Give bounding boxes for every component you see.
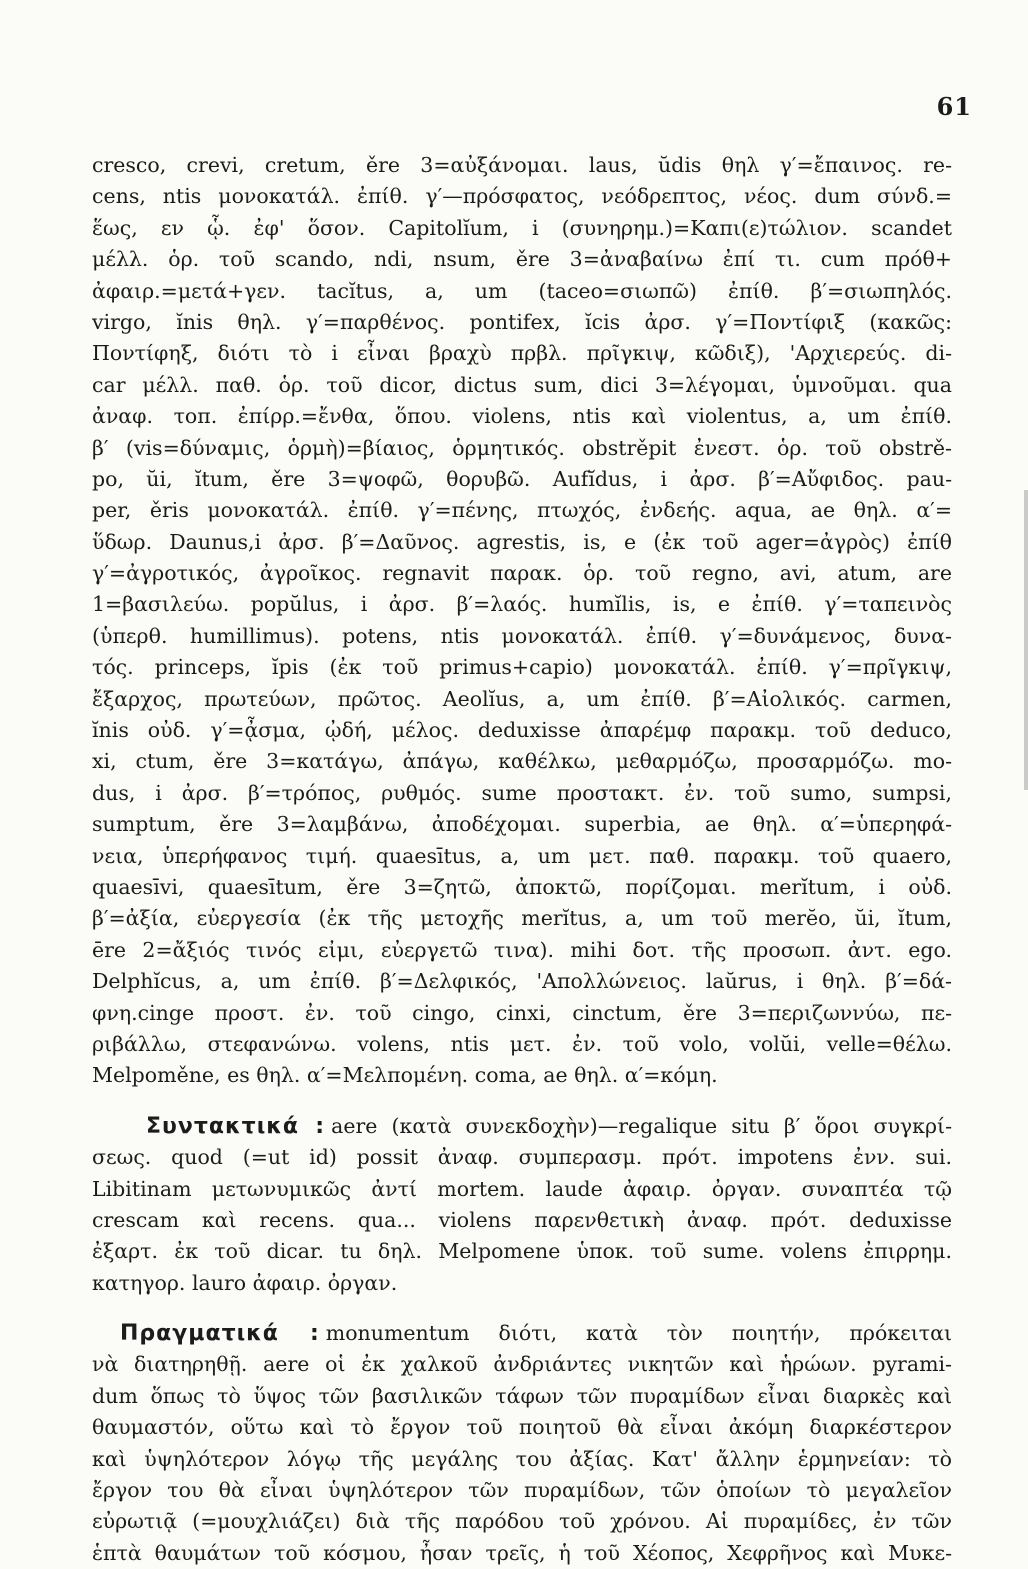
text-line: Libitinam μετωνυμικῶς ἀντί mortem. laude ἀφαιρ. ὀργαν. συναπτέα τῷ [92,1176,952,1201]
text-line: β′=ἀξία, εὐεργεσία (ἐκ τῆς μετοχῆς merĭtus, a, um τοῦ merĕo, ŭi, ĭtum, [92,906,952,931]
text-line: Melpoměne, es θηλ. α′=Μελπομένη. coma, ae θηλ. α′=κόμη. [92,1063,718,1088]
text-line: xi, ctum, ěre 3=κατάγω, ἀπάγω, καθέλκω, μεθαρμόζω, προσαρμόζω. mo- [92,749,952,774]
text-line: po, ŭi, ĭtum, ěre 3=ψοφῶ, θορυβῶ. Aufĭdus, i ἀρσ. β′=Αὔφιδος. pau- [92,466,952,491]
syntax-line-text: aere (κατὰ συνεκδοχὴν)—regalique situ β′ ὅροι συγκρί- [331,1113,952,1138]
page-body [92,150,952,1569]
text-line: (ὑπερθ. humillimus). potens, ntis μονοκατάλ. ἐπίθ. γ′=δυνάμενος, δυνα- [92,623,952,648]
text-line: cresco, crevi, cretum, ěre 3=αὐξάνομαι. laus, ŭdis θηλ γ′=ἔπαινος. re- [92,153,952,177]
text-line: ĭnis οὐδ. γ′=ᾆσμα, ᾠδή, μέλος. deduxisse ἀπαρέμφ παρακμ. τοῦ deduco, [92,718,952,743]
text-line: μέλλ. ὁρ. τοῦ scando, ndi, nsum, ěre 3=ἀναβαίνω ἐπί τι. cum πρόθ+ [92,247,952,272]
text-line [92,1111,952,1142]
text-line: φνη.cinge προστ. ἐν. τοῦ cingo, cinxi, cinctum, ěre 3=περιζωννύω, πε- [92,1000,952,1025]
text-line: dus, i ἀρσ. β′=τρόπος, ρυθμός. sume προστακτ. ἐν. τοῦ sumo, sumpsi, [92,780,952,805]
text-line: νὰ διατηρηθῇ. aere οἱ ἐκ χαλκοῦ ἀνδριάντες νικητῶν καὶ ἡρώων. pyrami- [92,1352,952,1377]
text-line: ριβάλλω, στεφανώνω. volens, ntis μετ. ἐν. τοῦ volo, volŭi, velle=θέλω. [92,1031,952,1056]
text-line: ἀναφ. τοπ. ἐπίρρ.=ἔνθα, ὅπου. violens, ntis καὶ violentus, a, um ἐπίθ. [92,404,952,429]
text-line: cens, ntis μονοκατάλ. ἐπίθ. γ′—πρόσφατος, νεόδρεπτος, νέος. dum σύνδ.= [92,184,952,209]
text-line: sumptum, ěre 3=λαμβάνω, ἀποδέχομαι. superbia, ae θηλ. α′=ὑπερηφά- [92,812,952,837]
text-line: νεια, ὑπερήφανος τιμή. quaesītus, a, um μετ. παθ. παρακμ. τοῦ quaero, [92,843,952,868]
text-line: ἐξαρτ. ἐκ τοῦ dicar. tu δηλ. Melpomene ὑποκ. τοῦ sume. volens ἐπιρρημ. [92,1239,952,1264]
realia-heading: Πραγματικά : [120,1321,320,1347]
text-line: ὕδωρ. Daunus,i ἀρσ. β′=Δαῦνος. agrestis, is, e (ἐκ τοῦ ager=ἀγρὸς) ἐπίθ [92,529,952,554]
text-line: Ποντίφηξ, διότι τὸ i εἶναι βραχὺ πρβλ. πρῖγκιψ, κῶδιξ), 'Αρχιερεύς. di- [92,341,952,366]
text-line: β′ (vis=δύναμις, ὁρμὴ)=βίαιος, ὁρμητικός. obstrěpit ἐνεστ. ὁρ. τοῦ obstrě- [92,435,952,460]
text-line: virgo, ĭnis θηλ. γ′=παρθένος. pontifex, ĭcis ἀρσ. γ′=Ποντίφιξ (κακῶς: [92,309,952,334]
text-line: dum ὅπως τὸ ὕψος τῶν βασιλικῶν τάφων τῶν πυραμίδων εἶναι διαρκὲς καὶ [92,1383,952,1408]
text-line: ἑπτὰ θαυμάτων τοῦ κόσμου, ἦσαν τρεῖς, ἡ τοῦ Χέοπος, Χεφρῆνος καὶ Μυκε- [92,1540,952,1565]
syntax-paragraph [92,1111,952,1299]
text-line: σεως. quod (=ut id) possit ἀναφ. συμπερασμ. πρότ. impotens ἐνν. sui. [92,1145,952,1170]
text-line: Delphĭcus, a, um ἐπίθ. β′=Δελφικός, 'Απολλώνειος. laŭrus, i θηλ. β′=δά- [92,969,952,994]
vocabulary-paragraph [92,150,952,1092]
realia-line-text: monumentum διότι, κατὰ τὸν ποιητήν, πρόκειται [325,1321,952,1346]
text-line [92,1318,952,1349]
text-line: τός. princeps, ĭpis (ἐκ τοῦ primus+capio) μονοκατάλ. ἐπίθ. γ′=πρῖγκιψ, [92,655,952,680]
text-line: 1=βασιλεύω. popŭlus, i ἀρσ. β′=λαός. humĭlis, is, e ἐπίθ. γ′=ταπεινὸς [92,592,952,617]
text-line: γ′=ἀγροτικός, ἀγροῖκος. regnavit παρακ. ὁρ. τοῦ regno, avi, atum, are [92,561,952,586]
text-line: καὶ ὑψηλότερον λόγῳ τῆς μεγάλης του ἀξίας. Κατ' ἄλλην ἑρμηνείαν: τὸ [92,1446,952,1471]
page-number: 61 [936,92,972,121]
text-line: ἕως, εν ᾧ. ἐφ' ὅσον. Capitolĭum, i (συνηρημ.)=Καπι(ε)τώλιον. scandet [92,215,952,240]
text-line: θαυμαστόν, οὕτω καὶ τὸ ἔργον τοῦ ποιητοῦ θὰ εἶναι ἀκόμη διαρκέστερον [92,1415,952,1440]
text-line: ἀφαιρ.=μετά+γεν. tacĭtus, a, um (taceo=σιωπῶ) ἐπίθ. β′=σιωπηλός. [92,278,952,303]
syntax-heading: Συντακτικά : [146,1113,326,1139]
text-line: ἔργον του θὰ εἶναι ὑψηλότερον τῶν πυραμίδων, τῶν ὁποίων τὸ μεγαλεῖον [92,1478,952,1503]
text-line: ἔξαρχος, πρωτεύων, πρῶτος. Aeolĭus, a, um ἐπίθ. β′=Αἰολικός. carmen, [92,686,952,711]
text-line: crescam καὶ recens. qua... violens παρενθετικὴ ἀναφ. πρότ. deduxisse [92,1207,952,1232]
realia-paragraph [92,1318,952,1569]
text-line: car μέλλ. παθ. ὁρ. τοῦ dicor, dictus sum, dici 3=λέγομαι, ὑμνοῦμαι. qua [92,372,952,397]
text-line: quaesīvi, quaesītum, ěre 3=ζητῶ, ἀποκτῶ, πορίζομαι. merĭtum, i οὐδ. [92,874,952,899]
page-edge-shadow [1024,490,1028,790]
text-line: per, ěris μονοκατάλ. ἐπίθ. γ′=πένης, πτωχός, ἐνδεής. aqua, ae θηλ. α′= [92,498,952,523]
text-line: εὐρωτιᾷ (=μουχλιάζει) διὰ τῆς παρόδου τοῦ χρόνου. Αἱ πυραμίδες, ἐν τῶν [92,1509,952,1534]
text-line: ēre 2=ἄξιός τινός εἰμι, εὐεργετῶ τινα). mihi δοτ. τῆς προσωπ. ἀντ. ego. [92,937,952,962]
text-line: κατηγορ. lauro ἀφαιρ. ὀργαν. [92,1270,398,1295]
